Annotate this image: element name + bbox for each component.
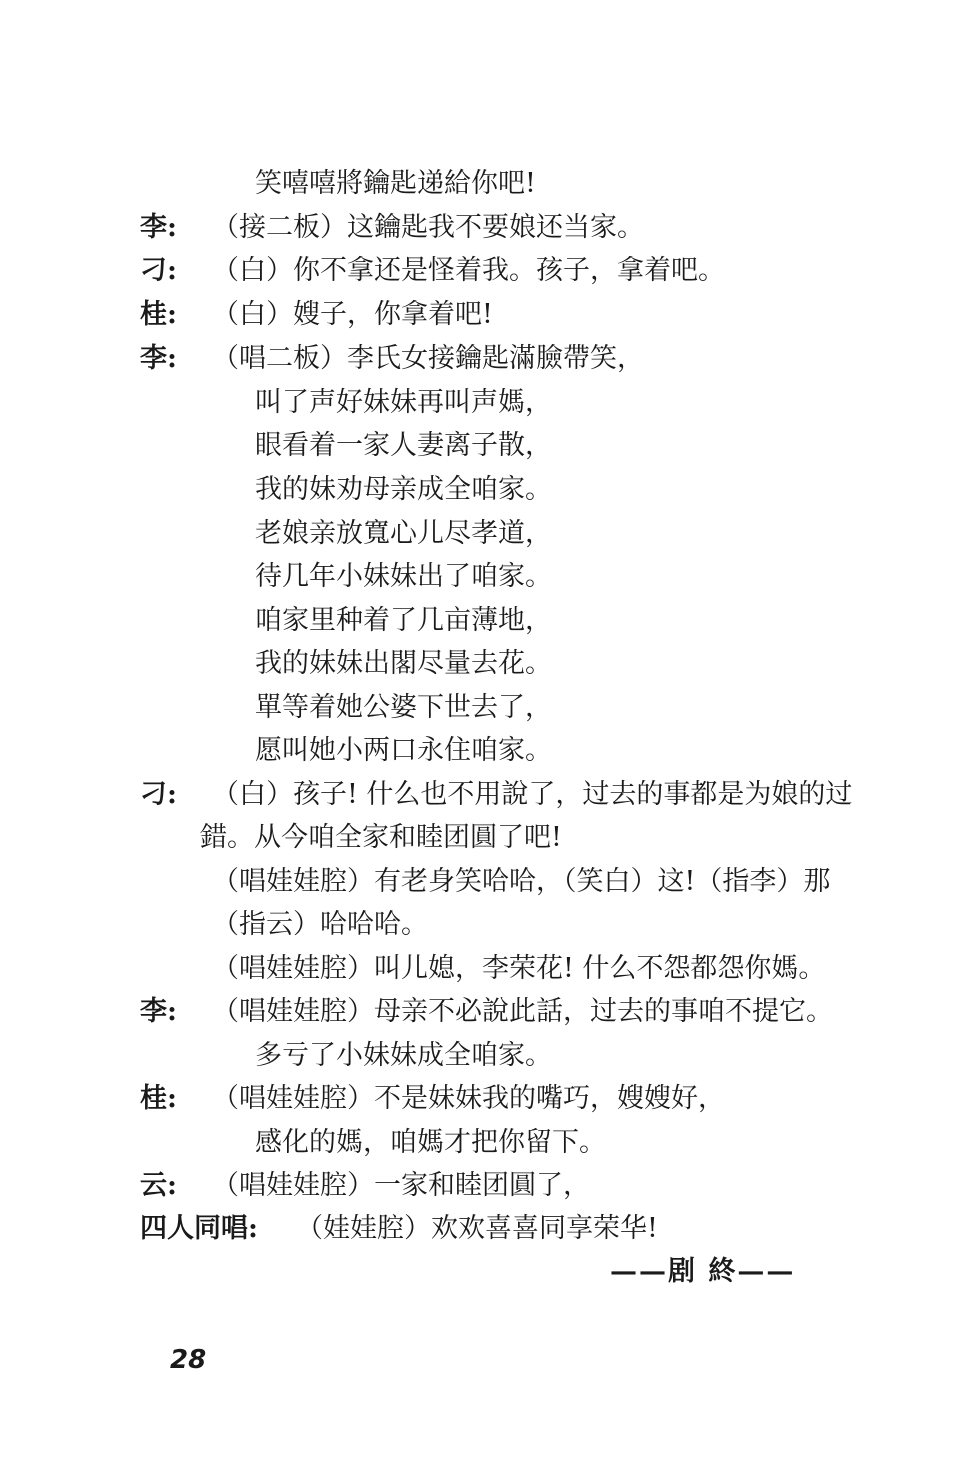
script-line (0, 162, 975, 206)
line-text: 愿叫她小两口永住咱家。 (255, 735, 552, 766)
speaker-label: 桂: (140, 1083, 177, 1114)
script-line (0, 860, 975, 904)
line-text: 我的妹劝母亲成全咱家。 (255, 474, 552, 505)
line-text: 眼看着一家人妻离子散， (255, 430, 552, 461)
line-text: （唱娃娃腔）一家和睦团圓了， (212, 1170, 590, 1201)
line-text: 咱家里种着了几亩薄地， (255, 605, 552, 636)
script-line (0, 249, 975, 293)
script-line (0, 206, 975, 250)
script-line (0, 990, 975, 1034)
line-text: （白）嫂子，你拿着吧! (212, 299, 493, 330)
script-line (0, 337, 975, 381)
speaker-label: 刁: (140, 255, 177, 286)
speaker-label: 李: (140, 212, 177, 243)
script-line (0, 555, 975, 599)
line-text: 老娘亲放寬心儿尽孝道， (255, 518, 552, 549)
line-text: （唱二板）李氏女接鑰匙滿臉帶笑， (212, 343, 644, 374)
speaker-label: 桂: (140, 299, 177, 330)
line-text: （指云）哈哈哈。 (212, 909, 428, 940)
line-text: 笑嘻嘻將鑰匙递給你吧! (255, 168, 536, 199)
script-line (0, 1121, 975, 1165)
script-line (0, 773, 975, 817)
line-text: （唱娃娃腔）有老身笑哈哈，（笑白）这!（指李）那 (212, 866, 831, 897)
speaker-label: 刁: (140, 779, 177, 810)
script-line (0, 599, 975, 643)
speaker-label: 李: (140, 343, 177, 374)
script-line (0, 381, 975, 425)
line-text: 待几年小妹妹出了咱家。 (255, 561, 552, 592)
script-line (0, 1207, 975, 1251)
script-line (0, 293, 975, 337)
line-text: 我的妹妹出閣尽量去花。 (255, 648, 552, 679)
line-text: （白）孩子! 什么也不用說了，过去的事都是为娘的过 (212, 779, 853, 810)
line-text: （唱娃娃腔）不是妹妹我的嘴巧，嫂嫂好， (212, 1083, 725, 1114)
page-number: 28 (170, 1345, 207, 1375)
line-text: （娃娃腔）欢欢喜喜同享荣华! (296, 1213, 658, 1244)
script-line (0, 512, 975, 556)
line-text: （唱娃娃腔）叫儿媳，李荣花! 什么不怨都怨你媽。 (212, 953, 826, 984)
script-line (0, 729, 975, 773)
play-ending-mark: ——剧 終—— (610, 1256, 796, 1287)
speaker-label: 李: (140, 996, 177, 1027)
speaker-label: 四人同唱: (140, 1213, 258, 1244)
script-line (0, 947, 975, 991)
line-text: 錯。从今咱全家和睦团圓了吧! (200, 822, 562, 853)
script-line (0, 686, 975, 730)
line-text: 單等着她公婆下世去了， (255, 692, 552, 723)
line-text: 叫了声好妹妹再叫声媽， (255, 387, 552, 418)
line-text: （白）你不拿还是怪着我。孩子，拿着吧。 (212, 255, 725, 286)
script-line (0, 903, 975, 947)
script-line (0, 468, 975, 512)
script-line (0, 1034, 975, 1078)
line-text: 感化的媽，咱媽才把你留下。 (255, 1127, 606, 1158)
script-line (0, 816, 975, 860)
line-text: 多亏了小妹妹成全咱家。 (255, 1040, 552, 1071)
script-line (0, 1164, 975, 1208)
line-text: （接二板）这鑰匙我不要娘还当家。 (212, 212, 644, 243)
speaker-label: 云: (140, 1170, 177, 1201)
line-text: （唱娃娃腔）母亲不必說此話，过去的事咱不提它。 (212, 996, 833, 1027)
script-line (0, 424, 975, 468)
script-line (0, 1077, 975, 1121)
script-line (0, 642, 975, 686)
